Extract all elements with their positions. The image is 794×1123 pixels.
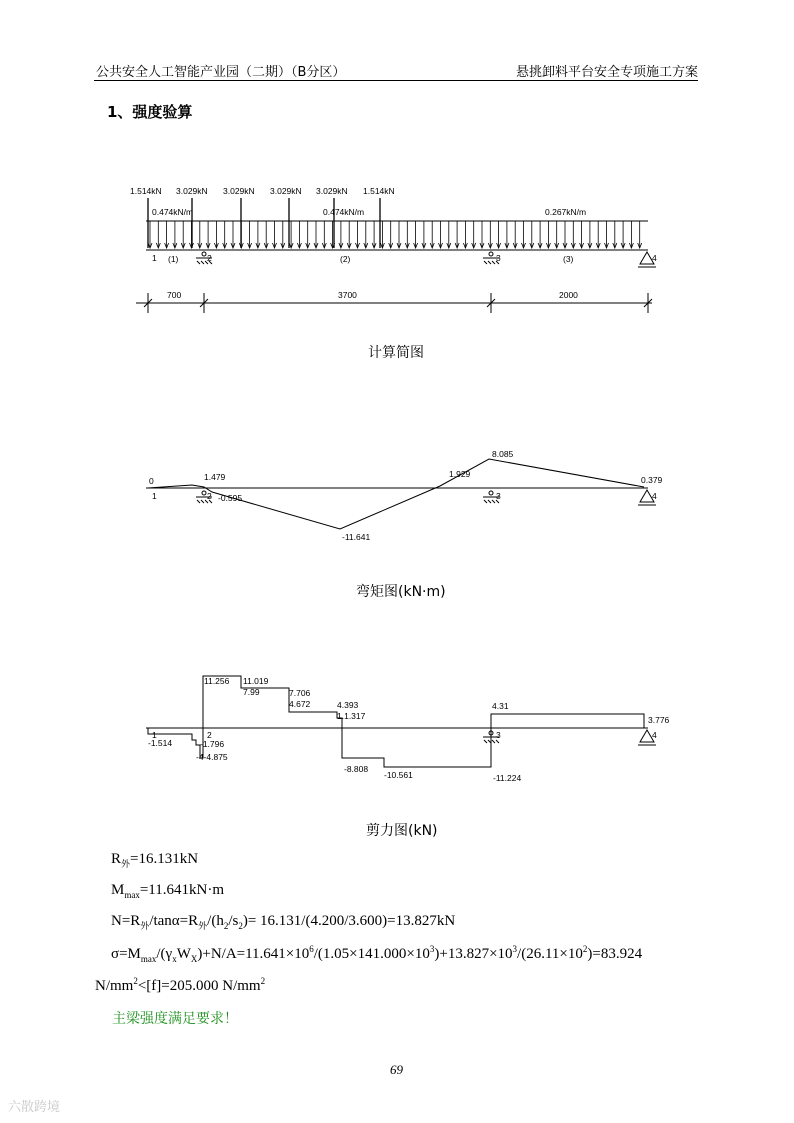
- point-load-label: 3.029kN: [316, 186, 348, 196]
- shear-label: 1.1.317: [337, 711, 366, 721]
- shear-label: -11.224: [493, 773, 522, 783]
- moment-label: 1.929: [449, 469, 471, 479]
- conclusion-text: 主梁强度满足要求！: [112, 1011, 238, 1027]
- node-label: 3: [496, 491, 501, 501]
- shear-label: 7.99: [243, 687, 260, 697]
- point-load-label: 1.514kN: [130, 186, 162, 196]
- node-label: 4: [652, 253, 657, 263]
- node-label: 1: [152, 491, 157, 501]
- span-label: (2): [340, 254, 351, 264]
- shear-label: 7.706: [289, 688, 311, 698]
- dimension-label: 3700: [338, 290, 357, 300]
- shear-label: -8.808: [344, 764, 369, 774]
- point-load-label: 1.514kN: [363, 186, 395, 196]
- shear-label: -10.561: [384, 770, 413, 780]
- node-label: 4: [652, 491, 657, 501]
- point-load-label: 3.029kN: [176, 186, 208, 196]
- moment-label: 0: [149, 476, 154, 486]
- shear-label: -1.796: [200, 739, 225, 749]
- moment-diagram-caption: 弯矩图(kN·m): [356, 584, 446, 600]
- dist-load-label: 0.474kN/m: [323, 207, 365, 217]
- calc-line-reaction: $R_外=16.131kN$: [111, 851, 199, 869]
- shear-label: 3.776: [648, 715, 670, 725]
- node-label: 2: [207, 253, 212, 263]
- point-load-label: 3.029kN: [223, 186, 255, 196]
- shear-label: 4.31: [492, 701, 509, 711]
- shear-label: 11.256: [204, 676, 230, 686]
- calc-line-stress-cont: $N/mm^2<[f]=205.000$ $N/mm^2$: [95, 976, 266, 994]
- distributed-load-arrows: [148, 221, 642, 248]
- moment-label: 1.479: [204, 472, 226, 482]
- shear-label: 4.672: [289, 699, 311, 709]
- span-label: (3): [563, 254, 574, 264]
- point-load-label: 3.029kN: [270, 186, 302, 196]
- node-label: 2: [207, 491, 212, 501]
- calc-line-axial: $N=R_外/\tan\alpha=R_外/(h_2/s_2)= 16.131/(4.200/3.600)=13.827kN$: [111, 913, 456, 931]
- moment-label: -0.595: [218, 493, 243, 503]
- dimension-label: 700: [167, 290, 182, 300]
- header-right-title: 悬挑卸料平台安全专项施工方案: [515, 65, 698, 80]
- shear-label: 11.019: [243, 676, 269, 686]
- node-label: 3: [496, 730, 501, 740]
- node-label: 1: [152, 730, 157, 740]
- node-label: 1: [152, 253, 157, 263]
- moment-label: 0.379: [641, 475, 663, 485]
- dist-load-label: 0.474kN/m: [152, 207, 194, 217]
- section-title: 1、强度验算: [107, 103, 193, 121]
- header-left-title: 公共安全人工智能产业园（二期）（B分区）: [96, 65, 346, 80]
- dimension-label: 2000: [559, 290, 578, 300]
- dist-load-label: 0.267kN/m: [545, 207, 587, 217]
- shear-label: -4-4.875: [196, 752, 228, 762]
- page-number: 69: [390, 1062, 403, 1077]
- node-label: 2: [207, 730, 212, 740]
- node-label: 4: [652, 730, 657, 740]
- node-label: 3: [496, 253, 501, 263]
- span-label: (1): [168, 254, 179, 264]
- calc-line-mmax: $M_{max}=11.641kN\cdot m$: [111, 882, 224, 900]
- moment-label: -11.641: [342, 532, 371, 542]
- calc-diagram-caption: 计算简图: [368, 345, 424, 361]
- calc-line-stress: $\sigma=M_{max}/(\gamma_xW_X)+N/A=11.641\times 10^6/(1.05\times 141.000\times 10^3)+13.827\times 10^3/(26.11\times 10^2)=83.924$: [111, 944, 643, 964]
- watermark: 六散跨境: [8, 1100, 61, 1115]
- shear-diagram-caption: 剪力图(kN): [366, 823, 438, 839]
- moment-label: 8.085: [492, 449, 514, 459]
- shear-label: -1.514: [148, 738, 173, 748]
- shear-label: 4.393: [337, 700, 359, 710]
